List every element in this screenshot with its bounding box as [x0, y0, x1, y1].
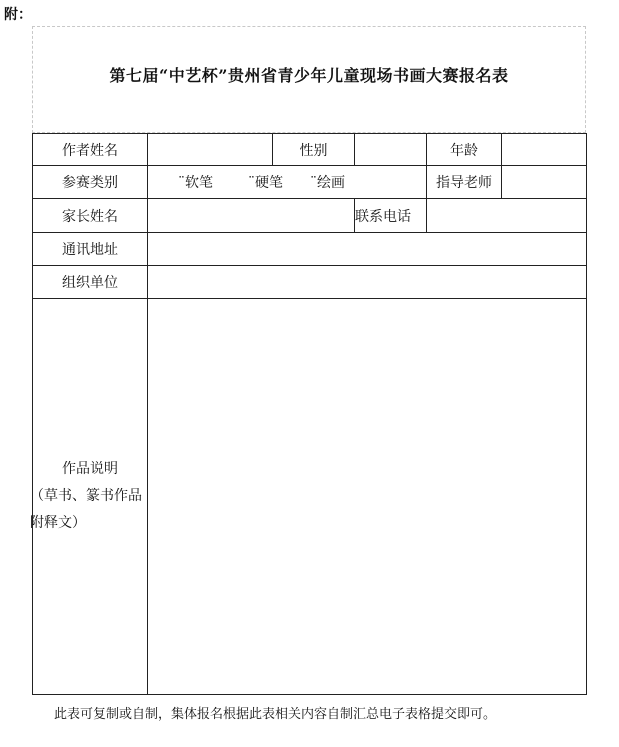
works-description-input[interactable] [148, 299, 586, 694]
option-hard-pen[interactable]: ¨硬笔 [248, 175, 283, 191]
parent-name-input[interactable] [148, 199, 354, 232]
works-label: 作品说明 [62, 461, 118, 477]
table-border-right [586, 133, 587, 695]
category-label: 参赛类别 [62, 175, 118, 191]
footer-note: 此表可复制或自制，集体报名根据此表相关内容自制汇总电子表格提交即可。 [54, 707, 497, 722]
parent-name-label: 家长姓名 [62, 208, 118, 225]
organization-input[interactable] [148, 266, 586, 298]
address-input[interactable] [148, 233, 586, 265]
phone-input[interactable] [427, 199, 586, 232]
works-note-line2: 附释文） [30, 515, 86, 531]
age-label: 年龄 [450, 142, 478, 159]
phone-label: 联系电话 [355, 208, 411, 225]
organization-label: 组织单位 [62, 275, 118, 291]
title-box [32, 26, 586, 133]
attachment-prefix: 附： [4, 7, 32, 23]
form-title: 第七届“中艺杯”贵州省青少年儿童现场书画大赛报名表 [109, 66, 509, 85]
gender-label: 性别 [299, 142, 328, 159]
author-name-input[interactable] [148, 134, 272, 165]
option-soft-brush[interactable]: ¨软笔 [178, 175, 213, 191]
gender-input[interactable] [355, 134, 426, 165]
age-input[interactable] [502, 134, 586, 165]
works-note-line1: （草书、篆书作品 [30, 488, 142, 504]
author-name-label: 作者姓名 [62, 142, 118, 159]
category-options [148, 166, 426, 198]
address-label: 通讯地址 [62, 242, 118, 258]
instructor-label: 指导老师 [436, 175, 492, 191]
option-painting[interactable]: ¨绘画 [310, 175, 345, 191]
works-description-label-cell [32, 298, 148, 695]
instructor-input[interactable] [502, 166, 586, 198]
